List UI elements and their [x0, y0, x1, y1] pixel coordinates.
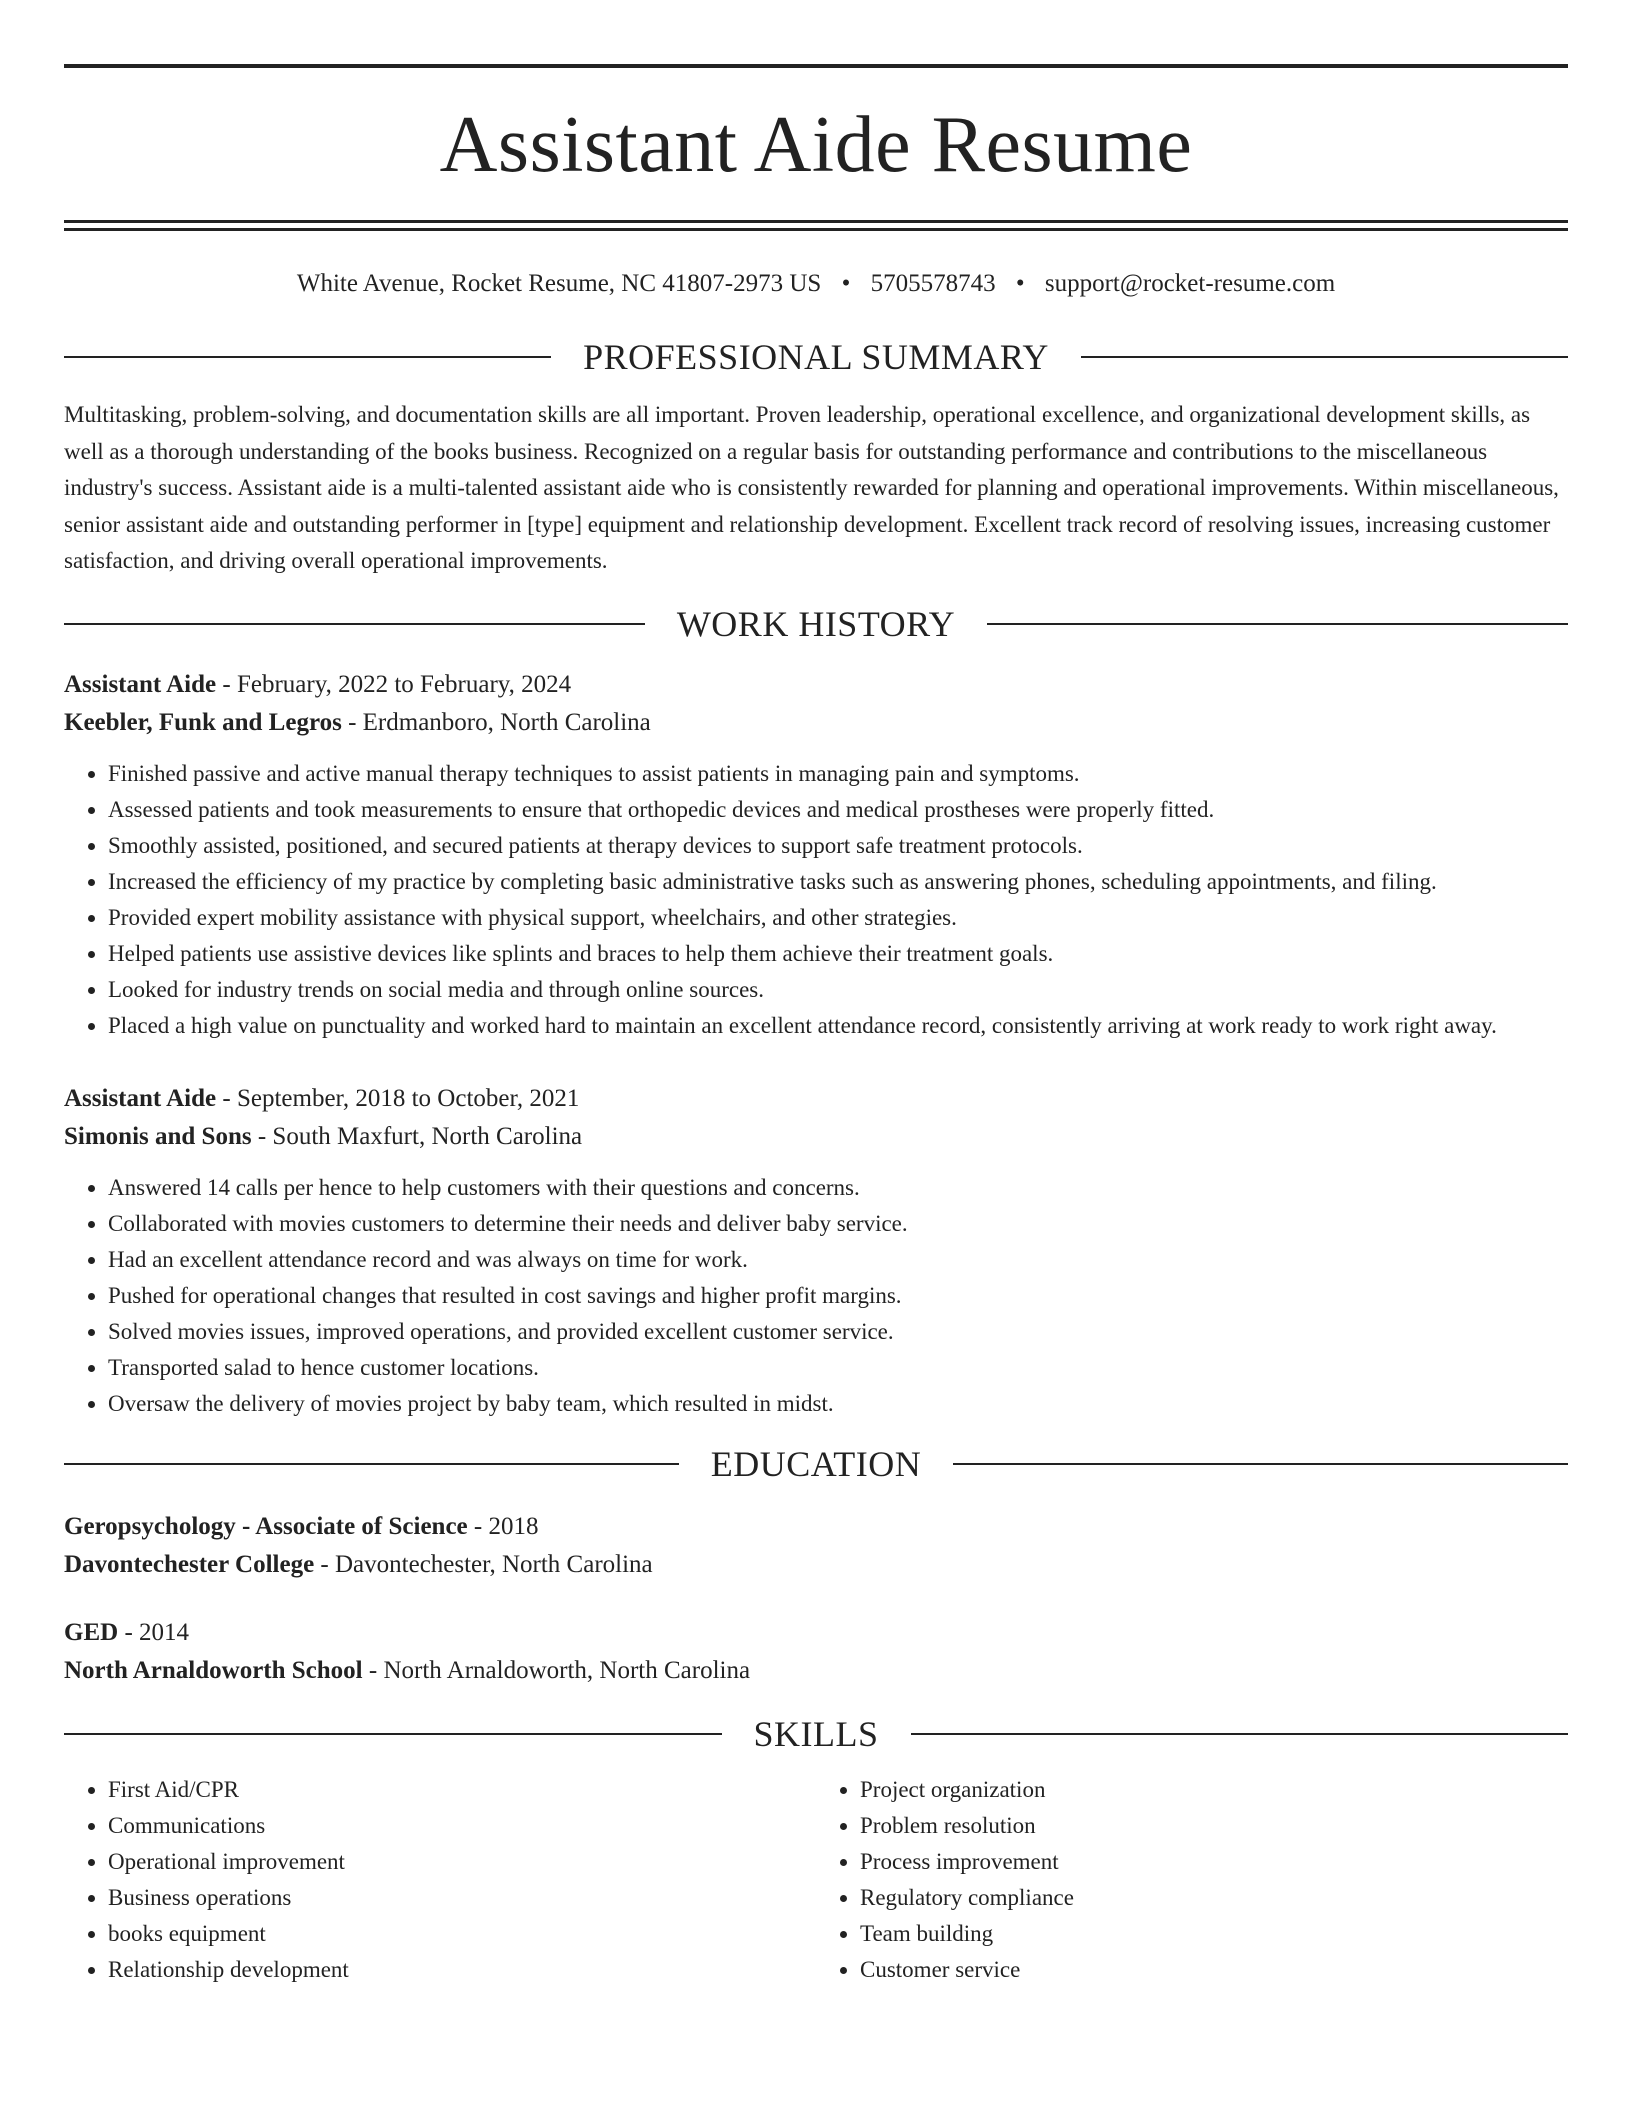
skill-item: • Team building: [860, 1916, 1568, 1952]
education-location: - North Arnaldoworth, North Carolina: [368, 1656, 751, 1684]
skills-list-left: [64, 1772, 816, 1988]
skill-item: • Problem resolution: [860, 1808, 1568, 1844]
job-location: - South Maxfurt, North Carolina: [257, 1122, 583, 1150]
section-rule-right: [953, 1463, 1568, 1465]
job-entry-2: [64, 1080, 1568, 1422]
resume-page: [64, 64, 1568, 1988]
skills-list-right: [816, 1772, 1568, 1988]
job-bullet: • Placed a high value on punctuality and worked hard to maintain an excellent attendance record, consistently arriving at work ready to work right away.: [108, 1008, 1568, 1044]
education-school: Davontechester College: [64, 1550, 315, 1578]
job-bullet: • Looked for industry trends on social media and through online sources.: [108, 972, 1568, 1008]
education-school-line: [64, 1652, 1568, 1690]
education-entry-1: [64, 1508, 1568, 1584]
skill-item: • Business operations: [108, 1880, 816, 1916]
job-bullet: • Answered 14 calls per hence to help customers with their questions and concerns.: [108, 1170, 1568, 1206]
job-bullet: • Assessed patients and took measurements to ensure that orthopedic devices and medical prostheses were properly fitted.: [108, 792, 1568, 828]
section-title-skills: SKILLS: [753, 1713, 879, 1754]
section-title-summary: PROFESSIONAL SUMMARY: [583, 337, 1049, 377]
resume-title: Assistant Aide Resume: [439, 101, 1193, 189]
section-header-work: [64, 602, 1568, 646]
contact-phone: 5705578743: [870, 270, 996, 297]
job-bullet: • Helped patients use assistive devices like splints and braces to help them achieve their treatment goals.: [108, 936, 1568, 972]
job-company-line: [64, 704, 1568, 742]
skill-item: • Operational improvement: [108, 1844, 816, 1880]
job-company: Keebler, Funk and Legros: [64, 708, 342, 736]
skill-item: • Project organization: [860, 1772, 1568, 1808]
job-bullet: • Finished passive and active manual therapy techniques to assist patients in managing pain and symptoms.: [108, 756, 1568, 792]
job-bullet: • Pushed for operational changes that resulted in cost savings and higher profit margins.: [108, 1278, 1568, 1314]
education-entry-2: [64, 1614, 1568, 1690]
summary-text: Multitasking, problem-solving, and documentation skills are all important. Proven leadership, operational excellence, and organizational development skills, as well as a thorough understanding of the books business. Recognized on a regular basis for outstanding performance and contributions to the miscellaneous industry's success. Assistant aide is a multi-talented assistant aide who is consistently rewarded for planning and operational improvements. Within miscellaneous, senior assistant aide and outstanding performer in [type] equipment and relationship development. Excellent track record of resolving issues, increasing customer satisfaction, and driving overall operational improvements.: [64, 402, 1559, 573]
job-bullet: • Transported salad to hence customer locations.: [108, 1350, 1568, 1386]
job-bullet: • Solved movies issues, improved operations, and provided excellent customer service.: [108, 1314, 1568, 1350]
education-degree-line: [64, 1614, 1568, 1652]
skills-columns: [64, 1772, 1568, 1988]
contact-separator: •: [841, 270, 851, 297]
job-entry-1: [64, 666, 1568, 1044]
job-bullet: • Provided expert mobility assistance with physical support, wheelchairs, and other strategies.: [108, 900, 1568, 936]
section-rule-left: [64, 623, 645, 625]
title-double-rule: [64, 220, 1568, 231]
top-rule: [64, 64, 1568, 68]
job-title-line: [64, 666, 1568, 704]
job-bullet: • Smoothly assisted, positioned, and secured patients at therapy devices to support safe treatment protocols.: [108, 828, 1568, 864]
job-dates: - September, 2018 to October, 2021: [222, 1084, 580, 1112]
skill-item: • Customer service: [860, 1952, 1568, 1988]
job-company-line: [64, 1118, 1568, 1156]
section-title-education: EDUCATION: [710, 1443, 922, 1484]
job-bullet: • Increased the efficiency of my practice by completing basic administrative tasks such as answering phones, scheduling appointments, and filing.: [108, 864, 1568, 900]
section-rule-right: [987, 623, 1568, 625]
job-bullets: [64, 1170, 1568, 1422]
skill-item: • Communications: [108, 1808, 816, 1844]
education-location: - Davontechester, North Carolina: [320, 1550, 653, 1578]
skill-item: • Regulatory compliance: [860, 1880, 1568, 1916]
job-location: - Erdmanboro, North Carolina: [348, 708, 651, 736]
job-title: Assistant Aide: [64, 1084, 217, 1112]
section-rule-right: [911, 1733, 1569, 1735]
section-header-skills: [64, 1712, 1568, 1756]
job-title: Assistant Aide: [64, 670, 217, 698]
skill-item: • books equipment: [108, 1916, 816, 1952]
education-year: - 2014: [124, 1618, 190, 1646]
job-bullet: • Had an excellent attendance record and was always on time for work.: [108, 1242, 1568, 1278]
section-header-education: [64, 1442, 1568, 1486]
education-degree: Geropsychology - Associate of Science: [64, 1512, 468, 1540]
section-rule-left: [64, 356, 551, 358]
section-title-work: WORK HISTORY: [676, 603, 956, 644]
section-header-summary: [64, 335, 1568, 379]
education-school-line: [64, 1546, 1568, 1584]
job-company: Simonis and Sons: [64, 1122, 252, 1150]
section-rule-left: [64, 1733, 722, 1735]
job-title-line: [64, 1080, 1568, 1118]
education-degree-line: [64, 1508, 1568, 1546]
section-rule-right: [1081, 356, 1568, 358]
contact-address: White Avenue, Rocket Resume, NC 41807-2973 US: [296, 270, 822, 297]
skill-item: • Process improvement: [860, 1844, 1568, 1880]
skill-item: • Relationship development: [108, 1952, 816, 1988]
job-bullet: • Collaborated with movies customers to determine their needs and deliver baby service.: [108, 1206, 1568, 1242]
job-bullets: [64, 756, 1568, 1044]
education-school: North Arnaldoworth School: [64, 1656, 363, 1684]
contact-email: support@rocket-resume.com: [1044, 270, 1336, 297]
job-bullet: • Oversaw the delivery of movies project by baby team, which resulted in midst.: [108, 1386, 1568, 1422]
education-degree: GED: [64, 1618, 119, 1646]
skill-item: • First Aid/CPR: [108, 1772, 816, 1808]
contact-separator: •: [1015, 270, 1025, 297]
contact-line: [64, 267, 1568, 301]
job-dates: - February, 2022 to February, 2024: [222, 670, 572, 698]
education-year: - 2018: [473, 1512, 539, 1540]
section-rule-left: [64, 1463, 679, 1465]
